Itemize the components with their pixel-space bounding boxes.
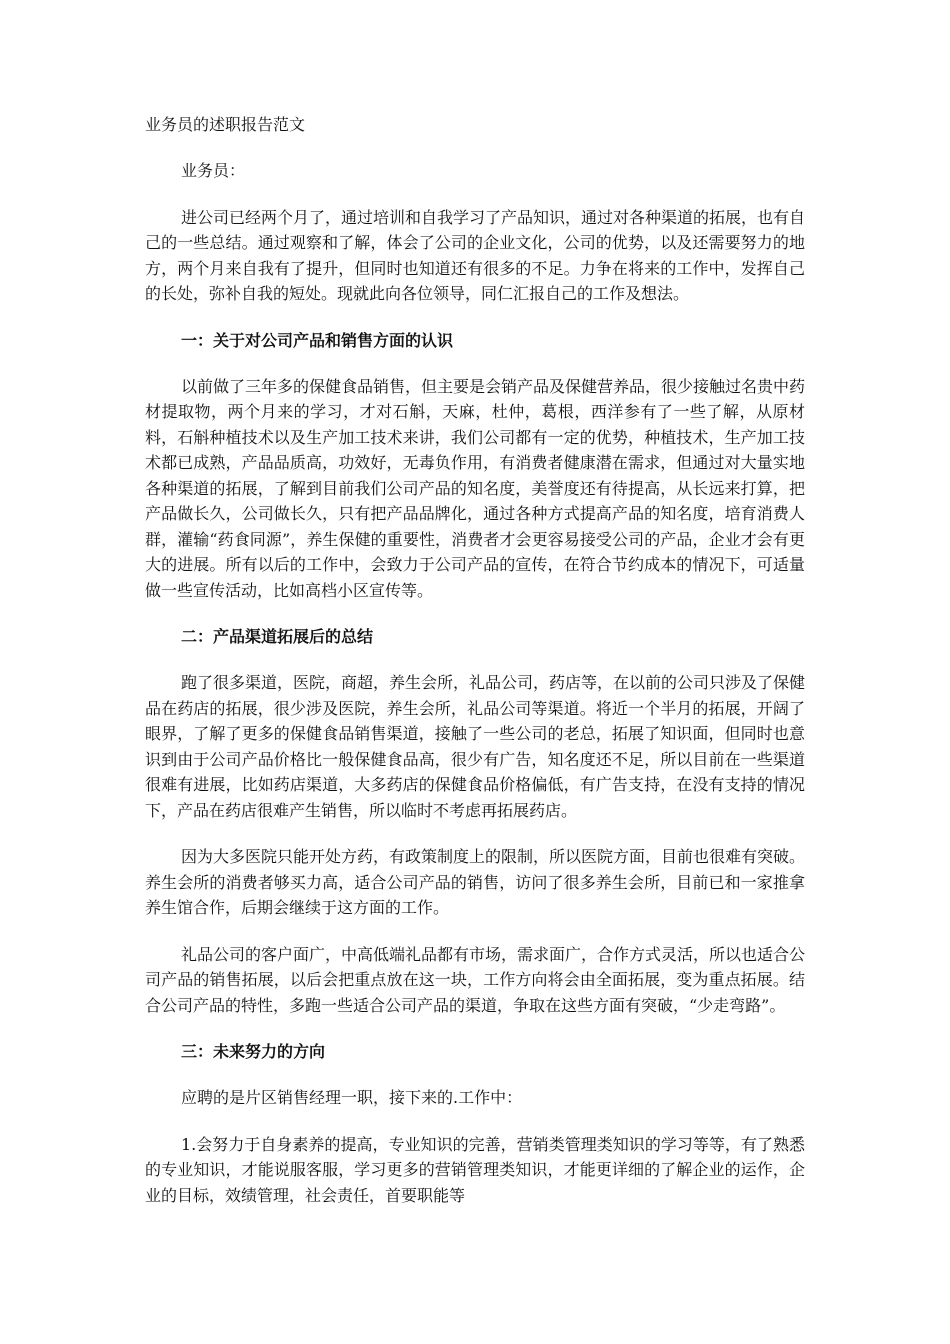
section-2-paragraph-1: 跑了很多渠道，医院，商超，养生会所，礼品公司，药店等，在以前的公司只涉及了保健品在药店的拓展，很少涉及医院，养生会所，礼品公司等渠道。将近一个半月的拓展，开阔了眼界，了解了更多的保健食品销售渠道，接触了一些公司的老总，拓展了知识面，但同时也意识到由于公司产品价格比一般保健食品高，很少有广告，知名度还不足，所以目前在一些渠道很难有进展，比如药店渠道，大多药店的保健食品价格偏低，有广告支持，在没有支持的情况下，产品在药店很难产生销售，所以临时不考虑再拓展药店。 [145, 673, 806, 820]
section-1-paragraph-1: 以前做了三年多的保健食品销售，但主要是会销产品及保健营养品，很少接触过名贵中药材提取物，两个月来的学习，才对石斛，天麻，杜仲，葛根，西洋参有了一些了解，从原材料，石斛种植技术以及生产加工技术来讲，我们公司都有一定的优势，种植技术，生产加工技术都已成熟，产品品质高，功效好，无毒负作用，有消费者健康潜在需求，但通过对大量实地各种渠道的拓展，了解到目前我们公司产品的知名度，美誉度还有待提高，从长远来打算，把产品做长久，公司做长久，只有把产品品牌化，通过各种方式提高产品的知名度，培育消费人群，灌输“药食同源”，养生保健的重要性，消费者才会更容易接受公司的产品，企业才会有更大的进展。所有以后的工作中，会致力于公司产品的宣传，在符合节约成本的情况下，可适量做一些宣传活动，比如高档小区宣传等。 [145, 376, 806, 600]
section-2-heading: 二：产品渠道拓展后的总结 [181, 627, 374, 646]
intro-paragraph: 进公司已经两个月了，通过培训和自我学习了产品知识，通过对各种渠道的拓展，也有自己的一些总结。通过观察和了解，体会了公司的企业文化，公司的优势，以及还需要努力的地方，两个月来自我有了提升，但同时也知道还有很多的不足。力争在将来的工作中，发挥自己的长处，弥补自我的短处。现就此向各位领导，同仁汇报自己的工作及想法。 [145, 207, 806, 303]
section-2-paragraph-3: 礼品公司的客户面广，中高低端礼品都有市场，需求面广，合作方式灵活，所以也适合公司产品的销售拓展，以后会把重点放在这一块，工作方向将会由全面拓展，变为重点拓展。结合公司产品的特性，多跑一些适合公司产品的渠道，争取在这些方面有突破，“少走弯路”。 [145, 944, 806, 1015]
section-3-paragraph-1: 应聘的是片区销售经理一职，接下来的.工作中： [181, 1088, 523, 1107]
section-3-heading: 三：未来努力的方向 [181, 1042, 326, 1061]
section-1-heading: 一：关于对公司产品和销售方面的认识 [181, 330, 454, 350]
document-page [145, 112, 805, 1229]
section-2-paragraph-2: 因为大多医院只能开处方药，有政策制度上的限制，所以医院方面，目前也很难有突破。养生会所的消费者够买力高，适合公司产品的销售，访问了很多养生会所，目前已和一家推拿养生馆合作，后期会继续于这方面的工作。 [145, 847, 806, 917]
document-title: 业务员的述职报告范文 [145, 115, 306, 134]
section-3-paragraph-2: 1.会努力于自身素养的提高，专业知识的完善，营销类管理类知识的学习等等，有了熟悉的专业知识，才能说服客服，学习更多的营销管理类知识，才能更详细的了解企业的运作，企业的目标，效绩管理，社会责任，首要职能等 [145, 1134, 805, 1205]
salutation: 业务员： [181, 161, 246, 180]
